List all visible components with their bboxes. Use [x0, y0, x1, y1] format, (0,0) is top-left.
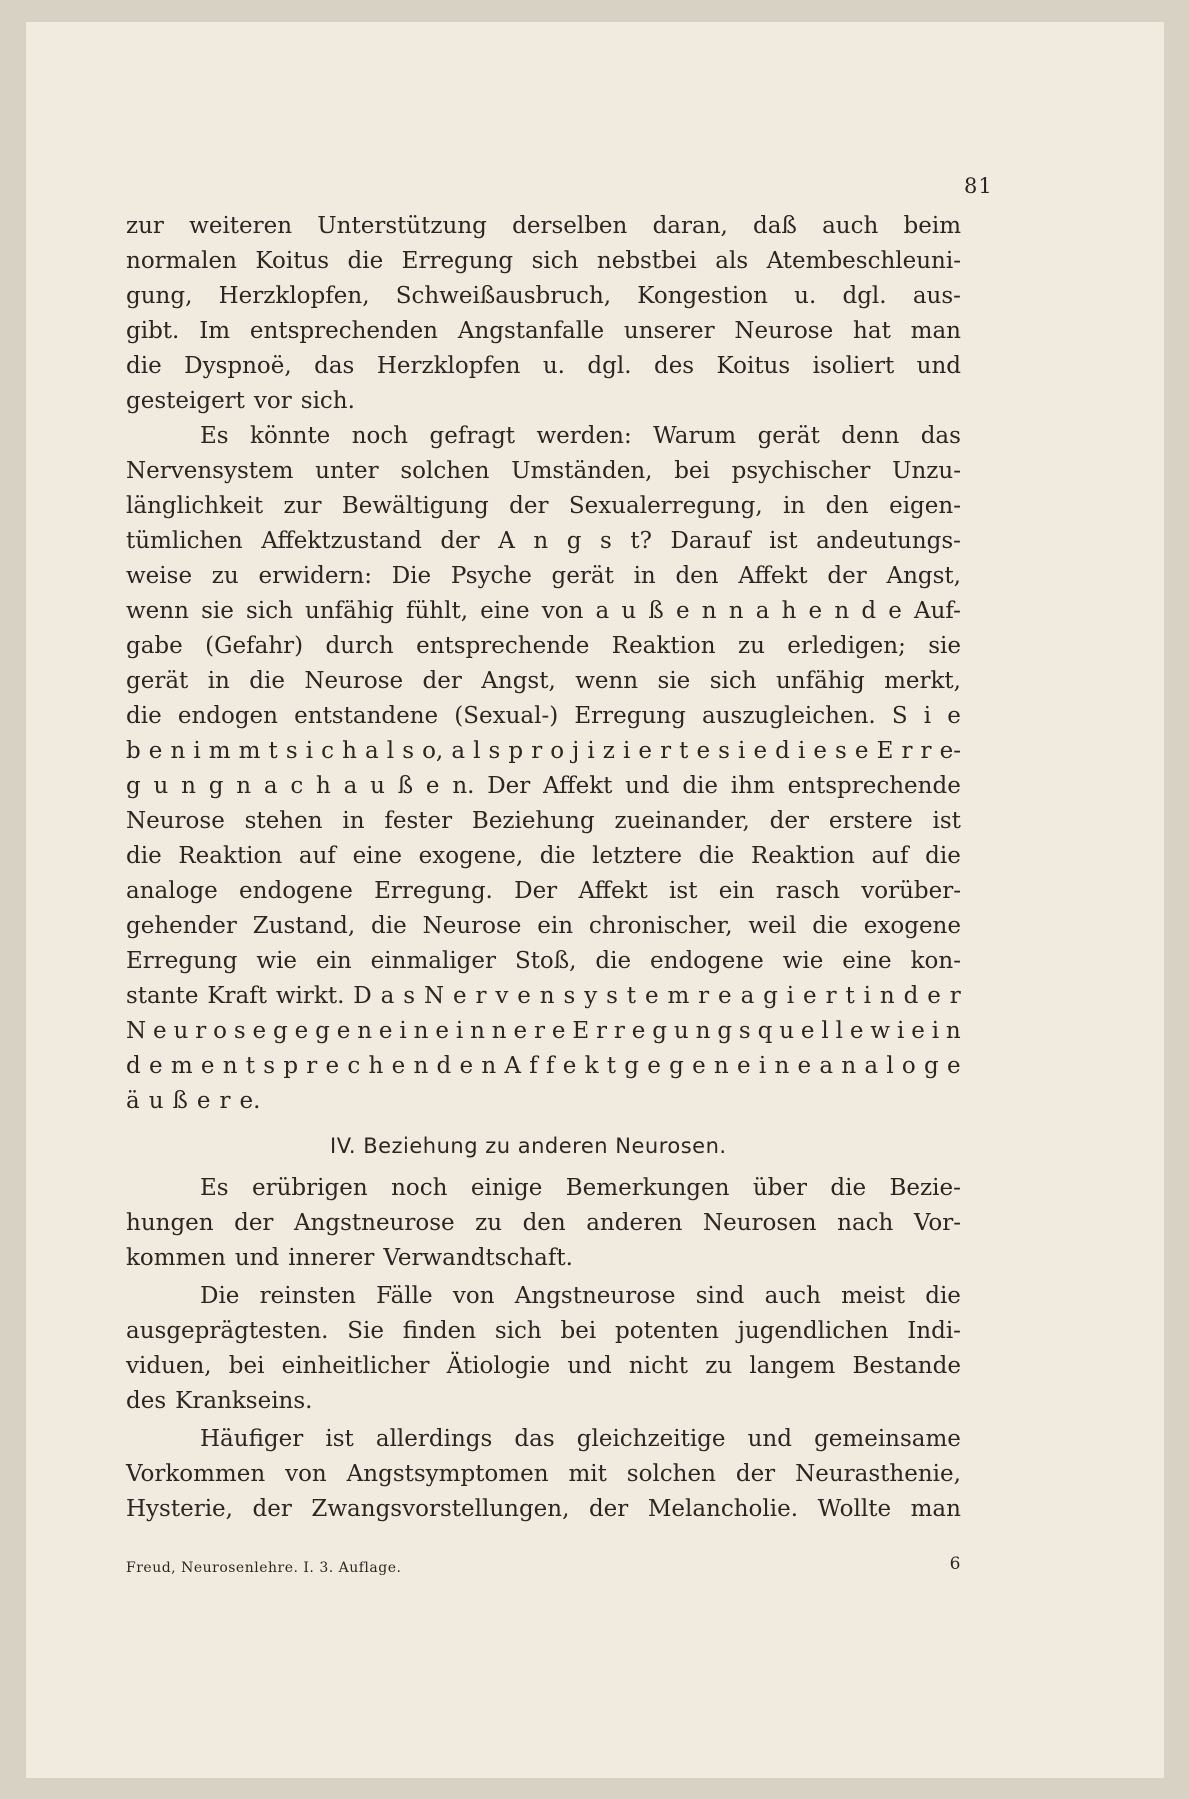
text-line: gerät in die Neurose der Angst, wenn sie sich unfähig merkt, [126, 668, 961, 694]
page-footer [126, 1554, 961, 1576]
body-text [126, 209, 961, 1527]
text-line: des Krankseins. [126, 1388, 313, 1414]
text-line: gabe (Gefahr) durch entsprechende Reaktion zu erledigen; sie [126, 633, 961, 659]
text-line: weise zu erwidern: Die Psyche gerät in den Affekt der Angst, [126, 563, 961, 589]
text-line: die Dyspnoë, das Herzklopfen u. dgl. des Koitus isoliert und [126, 353, 961, 379]
paragraph-1 [126, 209, 961, 419]
text-line: Die reinsten Fälle von Angstneurose sind auch meist die [200, 1283, 961, 1309]
text-line: Es könnte noch gefragt werden: Warum gerät denn das [200, 423, 961, 449]
text-line: tümlichen Affektzustand der A n g s t? Darauf ist andeutungs- [126, 528, 961, 554]
text-line: Häufiger ist allerdings das gleichzeitige und gemeinsame [200, 1426, 961, 1452]
text-line: g u n g n a c h a u ß e n. Der Affekt und die ihm entsprechende [126, 773, 961, 799]
text-line: zur weiteren Unterstützung derselben daran, daß auch beim [126, 213, 961, 239]
text-line: gesteigert vor sich. [126, 388, 355, 414]
text-line: Es erübrigen noch einige Bemerkungen über die Bezie- [200, 1175, 961, 1201]
text-line: gehender Zustand, die Neurose ein chronischer, weil die exogene [126, 913, 961, 939]
text-line: Nervensystem unter solchen Umständen, bei psychischer Unzu- [126, 458, 961, 484]
text-line: wenn sie sich unfähig fühlt, eine von a u ß e n n a h e n d e Auf- [126, 598, 961, 624]
paragraph-3 [126, 1171, 961, 1276]
text-line: Erregung wie ein einmaliger Stoß, die endogene wie eine kon- [126, 948, 961, 974]
text-line: hungen der Angstneurose zu den anderen Neurosen nach Vor- [126, 1210, 961, 1236]
text-line: ausgeprägtesten. Sie finden sich bei potenten jugendlichen Indi- [126, 1318, 961, 1344]
paragraph-5 [126, 1422, 961, 1527]
text-line: analoge endogene Erregung. Der Affekt ist ein rasch vorüber- [126, 878, 961, 904]
text-line: gung, Herzklopfen, Schweißausbruch, Kongestion u. dgl. aus- [126, 283, 961, 309]
text-line: d e m e n t s p r e c h e n d e n A f f e k t g e g e n e i n e a n a l o g e [126, 1053, 961, 1079]
signature-mark: 6 [949, 1554, 961, 1574]
section-heading: IV. Beziehung zu anderen Neurosen. [330, 1134, 727, 1158]
text-line: Hysterie, der Zwangsvorstellungen, der Melancholie. Wollte man [126, 1496, 961, 1522]
text-line: viduen, bei einheitlicher Ätiologie und nicht zu langem Bestande [126, 1353, 961, 1379]
paragraph-4 [126, 1279, 961, 1419]
text-line: gibt. Im entsprechenden Angstanfalle unserer Neurose hat man [126, 318, 961, 344]
text-line: Vorkommen von Angstsymptomen mit solchen der Neurasthenie, [126, 1461, 961, 1487]
source-line: Freud, Neurosenlehre. I. 3. Auflage. [126, 1560, 402, 1576]
text-line: normalen Koitus die Erregung sich nebstbei als Atembeschleuni- [126, 248, 961, 274]
text-line: die Reaktion auf eine exogene, die letztere die Reaktion auf die [126, 843, 961, 869]
text-line: N e u r o s e g e g e n e i n e i n n e r e E r r e g u n g s q u e l l e w i e i n [126, 1018, 961, 1044]
text-line: Neurose stehen in fester Beziehung zueinander, der erstere ist [126, 808, 961, 834]
text-line: länglichkeit zur Bewältigung der Sexualerregung, in den eigen- [126, 493, 961, 519]
text-line: stante Kraft wirkt. D a s N e r v e n s y s t e m r e a g i e r t i n d e r [126, 983, 961, 1009]
book-page [26, 22, 1164, 1778]
text-line: die endogen entstandene (Sexual-) Erregung auszugleichen. S i e [126, 703, 961, 729]
page-number: 81 [964, 174, 993, 198]
text-line: b e n i m m t s i c h a l s o, a l s p r o j i z i e r t e s i e d i e s e E r r e- [126, 738, 961, 764]
paragraph-2 [126, 419, 961, 1119]
text-line: kommen und innerer Verwandtschaft. [126, 1245, 573, 1271]
text-line: ä u ß e r e. [126, 1088, 261, 1114]
